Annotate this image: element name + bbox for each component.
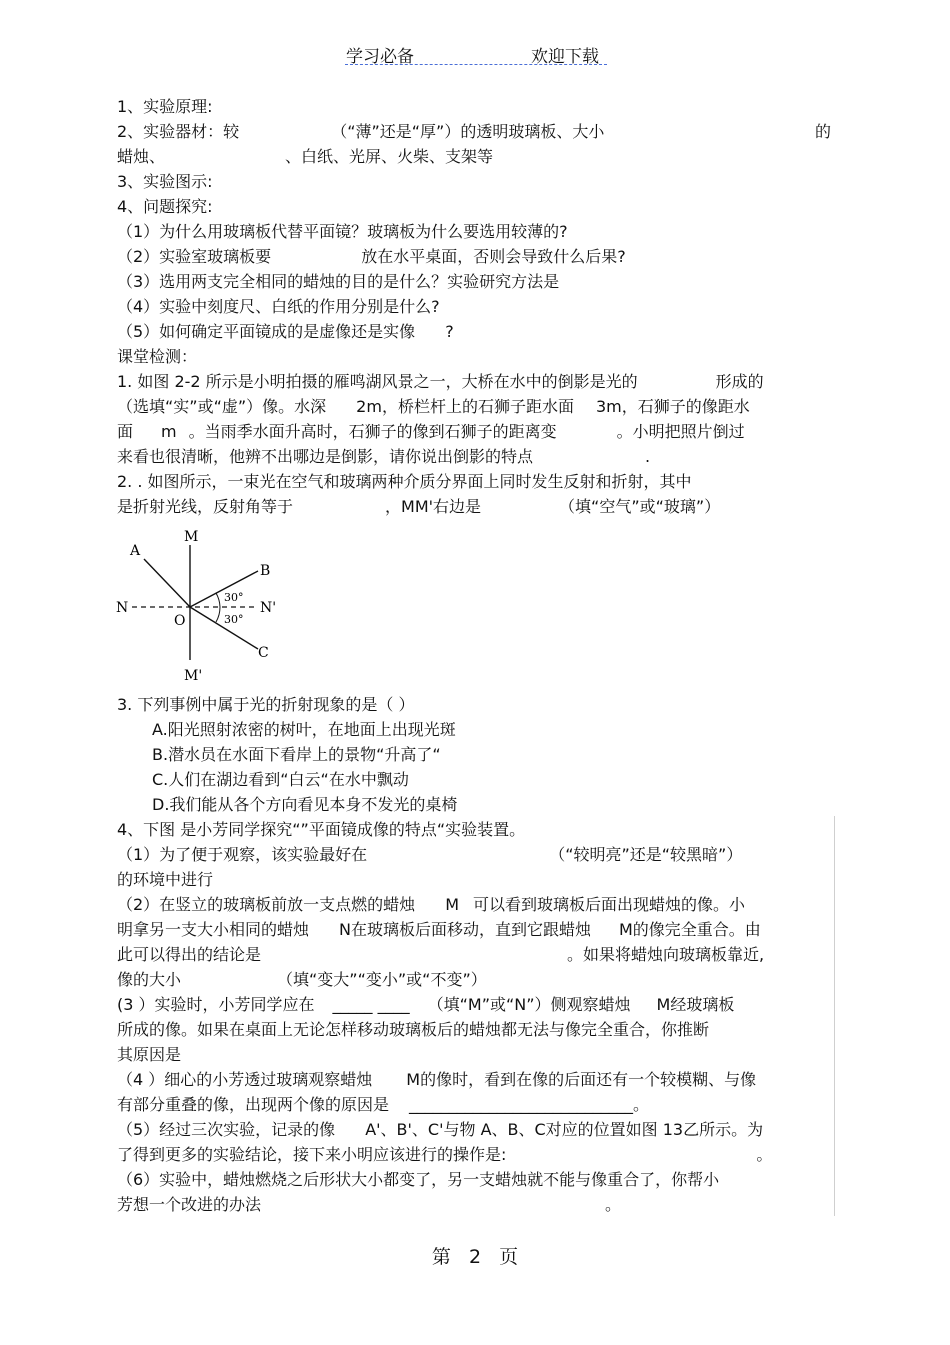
text-line-end: 的 — [815, 122, 832, 141]
header-left: 学习必备 — [346, 47, 414, 67]
text-line: 来看也很清晰，他辨不出哪边是倒影，请你说出倒影的特点 . — [117, 447, 651, 466]
reflection-refraction-diagram — [110, 525, 290, 690]
header-underline — [345, 64, 607, 65]
text-line: （选填“实”或“虚”）像。水深 2m，桥栏杆上的石狮子距水面 3m，石狮子的像距水 — [117, 397, 750, 416]
text-line: (3 ）实验时，小芳同学应在 _____ ____ （填“M”或“N”）侧观察蜡烛 M经玻璃板 — [117, 995, 735, 1014]
text-line: 4、下图 是小芳同学探究“”平面镜成像的特点“实验装置。 — [117, 820, 526, 839]
text-line: （1）为了便于观察，该实验最好在 （“较明亮”还是“较黑暗”） — [117, 845, 743, 864]
text-line: 其原因是 — [117, 1045, 182, 1064]
label-o: O — [174, 613, 186, 629]
text-line: 2、实验器材：较 （“薄”还是“厚”）的透明玻璃板、大小 — [117, 122, 605, 141]
page-footer — [0, 1242, 950, 1269]
angle-label-top: 30° — [224, 591, 244, 604]
text-line: 1、实验原理: — [117, 97, 213, 116]
text-line: 此可以得出的结论是 。如果将蜡烛向玻璃板靠近, — [117, 945, 765, 964]
question-stem: 3. 下列事例中属于光的折射现象的是（ ） — [117, 695, 415, 714]
margin-rule — [834, 816, 835, 1216]
option-b: B.潜水员在水面下看岸上的景物“升高了“ — [152, 745, 441, 764]
text-line: （3）选用两支完全相同的蜡烛的目的是什么？实验研究方法是 — [117, 272, 560, 291]
option-a: A.阳光照射浓密的树叶，在地面上出现光斑 — [152, 720, 456, 739]
text-line: （6）实验中，蜡烛燃烧之后形状大小都变了，另一支蜡烛就不能与像重合了，你帮小 — [117, 1170, 720, 1189]
section-title: 课堂检测： — [117, 347, 198, 366]
footer-suffix: 页 — [499, 1246, 519, 1268]
label-n: N — [116, 600, 129, 616]
text-line: （1）为什么用玻璃板代替平面镜？玻璃板为什么要选用较薄的? — [117, 222, 568, 241]
text-line: 4、问题探究: — [117, 197, 213, 216]
text-line: （2）实验室玻璃板要 放在水平桌面，否则会导致什么后果? — [117, 247, 626, 266]
label-c: C — [258, 645, 269, 661]
text-line: 的环境中进行 — [117, 870, 214, 889]
text-line: （4）实验中刻度尺、白纸的作用分别是什么? — [117, 297, 440, 316]
text-line: 了得到更多的实验结论，接下来小明应该进行的操作是: 。 — [117, 1145, 773, 1164]
text-line: 所成的像。如果在桌面上无论怎样移动玻璃板后的蜡烛都无法与像完全重合，你推断 — [117, 1020, 710, 1039]
text-line: 3、实验图示: — [117, 172, 213, 191]
page-number: 2 — [468, 1246, 482, 1268]
text-line: （4 ）细心的小芳透过玻璃观察蜡烛 M的像时，看到在像的后面还有一个较模糊、与像 — [117, 1070, 757, 1089]
text-line: （5）经过三次实验，记录的像 A'、B'、C'与物 A、B、C对应的位置如图 13乙所示。为 — [117, 1120, 764, 1139]
text-line: 面 m 。当雨季水面升高时，石狮子的像到石狮子的距离变 。小明把照片倒过 — [117, 422, 745, 441]
option-c: C.人们在湖边看到“白云“在水中飘动 — [152, 770, 409, 789]
text-line: 蜡烛、 、白纸、光屏、火柴、支架等 — [117, 147, 494, 166]
page-header — [0, 42, 950, 67]
text-line: 1. 如图 2-2 所示是小明拍摄的雁鸣湖风景之一，大桥在水中的倒影是光的 形成的 — [117, 372, 764, 391]
ray-ao — [144, 559, 190, 607]
text-line: 明拿另一支大小相同的蜡烛 N在玻璃板后面移动，直到它跟蜡烛 M的像完全重合。由 — [117, 920, 761, 939]
angle-arc-bottom — [216, 607, 220, 622]
label-m: M — [184, 529, 199, 545]
option-d: D.我们能从各个方向看见本身不发光的桌椅 — [152, 795, 458, 814]
text-line: 是折射光线，反射角等于 ，MM'右边是 （填“空气”或“玻璃”） — [117, 497, 721, 516]
label-b: B — [260, 563, 271, 579]
text-line: （2）在竖立的玻璃板前放一支点燃的蜡烛 M 可以看到玻璃板后面出现蜡烛的像。小 — [117, 895, 746, 914]
label-m-prime: M' — [184, 668, 203, 684]
label-a: A — [130, 543, 141, 559]
text-line: 有部分重叠的像，出现两个像的原因是 ____________________________。 — [117, 1095, 650, 1114]
text-line: 2. . 如图所示，一束光在空气和玻璃两种介质分界面上同时发生反射和折射，其中 — [117, 472, 692, 491]
angle-label-bottom: 30° — [224, 613, 244, 626]
header-right: 欢迎下载 — [531, 47, 599, 67]
angle-arc-top — [216, 593, 220, 607]
text-line: 芳想一个改进的办法 。 — [117, 1195, 622, 1214]
text-line: （5）如何确定平面镜成的是虚像还是实像 ? — [117, 322, 454, 341]
label-n-prime: N' — [260, 600, 277, 616]
footer-prefix: 第 — [431, 1246, 451, 1268]
text-line: 像的大小 （填“变大”“变小”或“不变”） — [117, 970, 487, 989]
